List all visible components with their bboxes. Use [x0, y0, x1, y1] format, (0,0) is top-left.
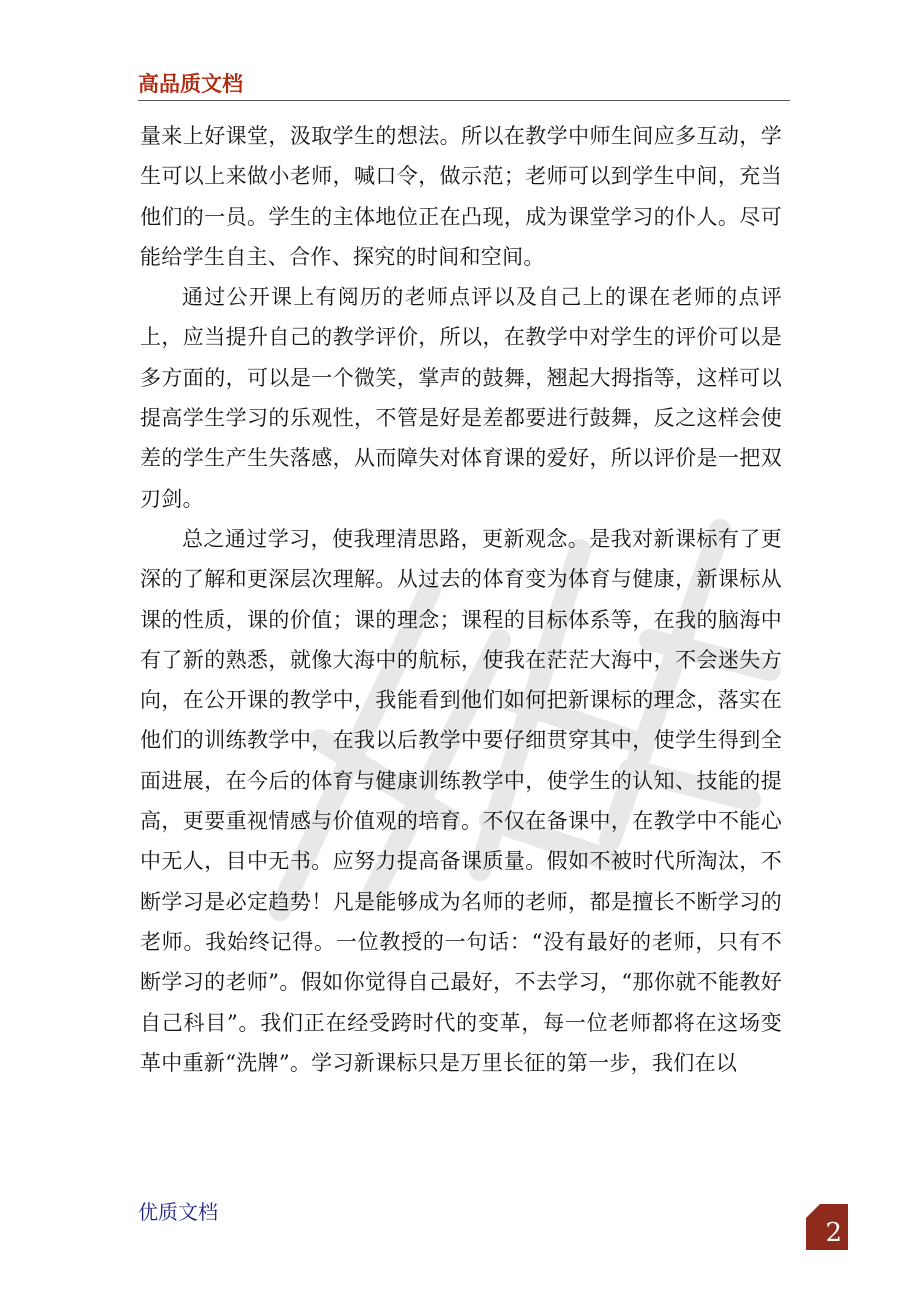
paragraph: 总之通过学习，使我理清思路，更新观念。是我对新课标有了更深的了解和更深层次理解。从过去的体育变为体育与健康，新课标从课的性质，课的价值；课的理念；课程的目标体系等，在我的脑海中有了新的熟悉，就像大海中的航标，使我在茫茫大海中，不会迷失方向，在公开课的教学中，我能看到他们如何把新课标的理念，落实在他们的训练教学中，在我以后教学中要仔细贯穿其中，使学生得到全面进展，在今后的体育与健康训练教学中，使学生的认知、技能的提高，更要重视情感与价值观的培育。不仅在备课中，在教学中不能心中无人，目中无书。应努力提高备课质量。假如不被时代所淘汰，不断学习是必定趋势！凡是能够成为名师的老师，都是擅长不断学习的老师。我始终记得。一位教授的一句话：“没有最好的老师，只有不断学习的老师”。假如你觉得自己最好，不去学习，“那你就不能教好自己科目”。我们正在经受跨时代的变革，每一位老师都将在这场变革中重新“洗牌”。学习新课标只是万里长征的第一步，我们在以: [140, 526, 782, 1075]
document-body: [140, 116, 782, 1083]
page-number-badge: 2: [806, 1204, 848, 1250]
paragraph: 量来上好课堂，汲取学生的想法。所以在教学中师生间应多互动，学生可以上来做小老师，喊口令，做示范；老师可以到学生中间，充当他们的一员。学生的主体地位正在凸现，成为课堂学习的仆人。尽可能给学生自主、合作、探究的时间和空间。: [140, 124, 782, 269]
footer-label: 优质文档: [138, 1200, 218, 1224]
header-title: 高品质文档: [138, 72, 243, 96]
page-header: [138, 64, 790, 101]
paragraph: 通过公开课上有阅历的老师点评以及自己上的课在老师的点评上，应当提升自己的教学评价，所以，在教学中对学生的评价可以是多方面的，可以是一个微笑，掌声的鼓舞，翘起大拇指等，这样可以提高学生学习的乐观性，不管是好是差都要进行鼓舞，反之这样会使差的学生产生失落感，从而障失对体育课的爱好，所以评价是一把双刃剑。: [140, 285, 782, 511]
